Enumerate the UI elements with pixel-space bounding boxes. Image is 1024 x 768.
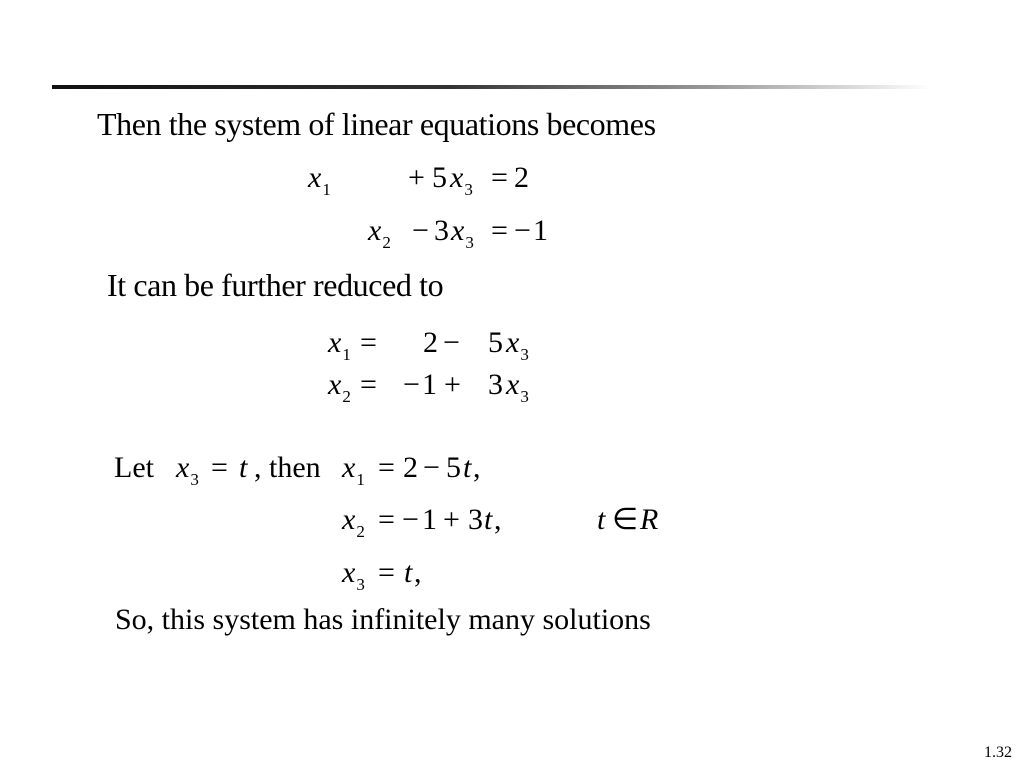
constant: 2: [423, 326, 438, 359]
x3-term: $x_3$: [450, 161, 473, 199]
page-number: 1.32: [984, 744, 1012, 761]
minus-sign: −: [412, 214, 429, 247]
comma: ,: [494, 503, 502, 536]
coefficient: 5: [432, 161, 447, 194]
x3-term: $x_3$: [506, 326, 529, 364]
conclusion-text: So, this system has infinitely many solutions: [115, 603, 651, 636]
constant: 2: [403, 451, 418, 484]
x2-term: $x_2$: [368, 214, 391, 252]
constant: 1: [422, 503, 437, 536]
x1-term: $x_1$: [308, 161, 331, 199]
coefficient: 5: [446, 451, 461, 484]
t-variable: t: [239, 451, 248, 484]
coefficient: 5: [488, 326, 503, 359]
equals-sign: =: [360, 368, 377, 401]
x1-term: $x_1$: [342, 451, 365, 489]
minus-sign: −: [402, 503, 419, 536]
equals-sign: =: [378, 503, 395, 536]
constant: 2: [514, 161, 529, 194]
t-variable: t: [484, 503, 493, 536]
x3-term: $x_3$: [176, 451, 199, 489]
comma: ,: [414, 556, 422, 589]
title-divider: [52, 85, 932, 89]
plus-sign: +: [443, 503, 460, 536]
equals-sign: =: [491, 214, 508, 247]
then-word: , then: [254, 451, 321, 484]
plus-sign: +: [408, 161, 425, 194]
equals-sign: =: [378, 451, 395, 484]
t-variable: t: [463, 451, 472, 484]
constant: 1: [533, 214, 548, 247]
coefficient: 3: [434, 214, 449, 247]
comma: ,: [473, 451, 481, 484]
x2-term: $x_2$: [328, 368, 351, 406]
x3-term: $x_3$: [451, 214, 474, 252]
intro-text: Then the system of linear equations becomes: [97, 106, 656, 142]
minus-sign: −: [403, 368, 420, 401]
coefficient: 3: [488, 368, 503, 401]
equals-sign: =: [211, 451, 228, 484]
t-variable: t: [404, 556, 413, 589]
x3-term: $x_3$: [506, 368, 529, 406]
constant: 1: [422, 368, 437, 401]
coefficient: 3: [468, 503, 483, 536]
real-numbers-set: R: [640, 503, 659, 536]
plus-sign: +: [444, 368, 461, 401]
t-variable: t: [597, 503, 606, 536]
equals-sign: =: [491, 161, 508, 194]
equals-sign: =: [378, 556, 395, 589]
x1-term: $x_1$: [328, 326, 351, 364]
x2-term: $x_2$: [342, 503, 365, 541]
minus-sign: −: [423, 451, 440, 484]
reduced-intro-text: It can be further reduced to: [107, 267, 444, 303]
minus-sign: −: [443, 326, 460, 359]
let-word: Let: [114, 451, 154, 484]
minus-sign: −: [514, 214, 531, 247]
x3-term: $x_3$: [342, 556, 365, 594]
equals-sign: =: [360, 326, 377, 359]
element-of-symbol: ∈: [612, 503, 639, 536]
